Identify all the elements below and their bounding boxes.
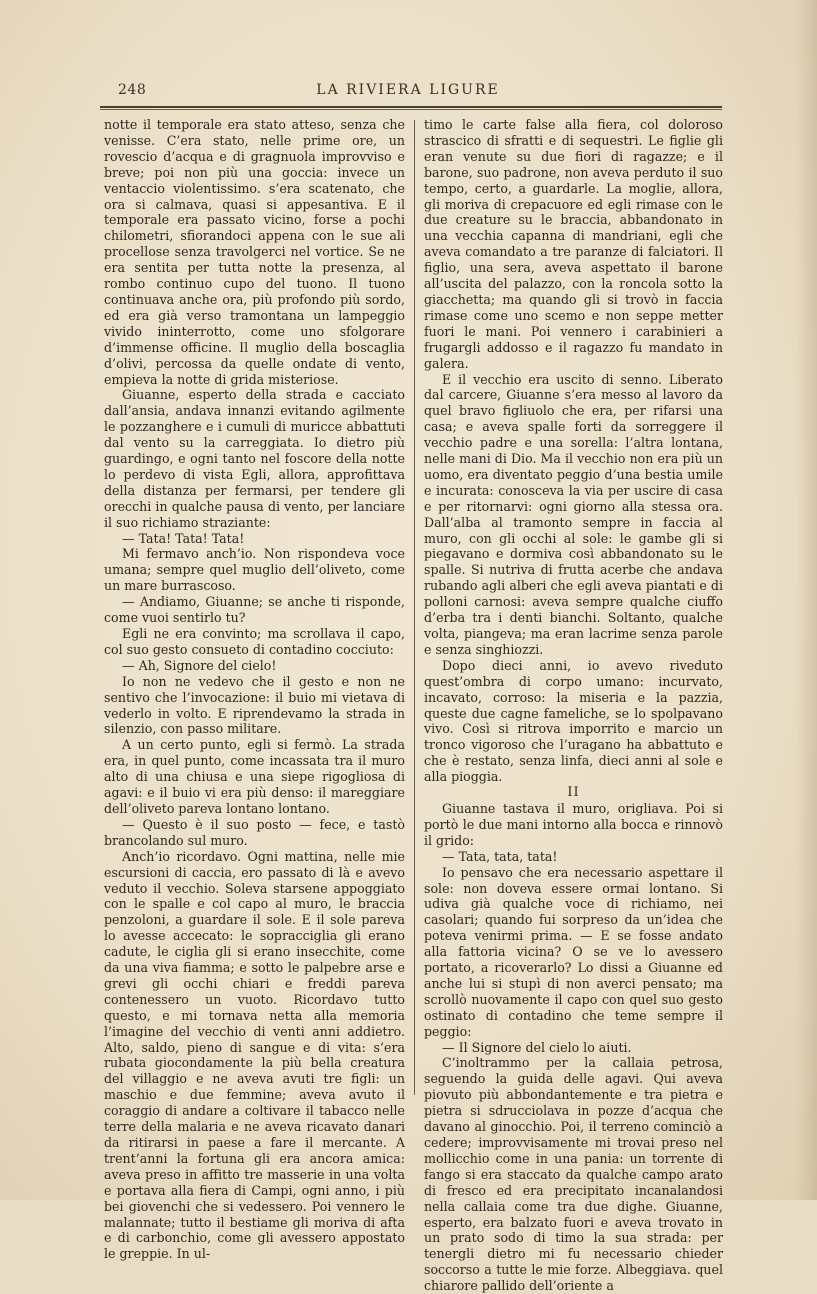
paragraph: — Andiamo, Giuanne; se anche ti risponde, come vuoi sentirlo tu?	[104, 594, 405, 626]
paragraph: — Tata, tata, tata!	[442, 848, 558, 864]
header-rule	[100, 106, 722, 108]
paragraph: timo le carte false alla fiera, col doloroso strascico di sfratti e di sequestri. Le figlie gli eran venute su due fiori di ragazze; e il barone, suo padrone, non aveva perduto il suo tempo, certo, a guardarle. La moglie, allora, gli moriva di crepacuore ed egli rimase con le due creature su le braccia, abbandonato in una vecchia capanna di mandriani, egli che aveva comandato a tre paranze di falciatori. Il figlio, una sera, aveva aspettato il barone all’uscita del palazzo, con la roncola sotto la giacchetta; ma quando gli si trovò in faccia rimase come uno scemo e non seppe metter fuori le mani. Poi vennero i carabinieri a frugargli addosso e il ragazzo fu mandato in galera.	[424, 117, 723, 371]
paragraph: Giuanne tastava il muro, origliava. Poi si portò le due mani intorno alla bocca e rinnovò il grido:	[424, 800, 723, 848]
page-number: 248	[118, 82, 147, 98]
paragraph: Io pensavo che era necessario aspettare il sole: non doveva essere ormai lontano. Si udiva già qualche voce di richiamo, nei casolari; quando fui sorpreso da un’idea che poteva venirmi prima. — E se fosse andato alla fattoria vicina? O se ve lo avessero portato, a ricoverarlo? Lo dissi a Giuanne ed anche lui si stupì di non averci pensato; ma scrollò nuovamente il capo con quel suo gesto ostinato di contadino che teme sempre il peggio:	[424, 864, 723, 1039]
paragraph: Io non ne vedevo che il gesto e non ne sentivo che l’invocazione: il buio mi vietava di vederlo in volto. E riprendevamo la strada in silenzio, con passo militare.	[104, 673, 405, 737]
paragraph: C’inoltrammo per la callaia petrosa, seguendo la guida delle agavi. Qui aveva piovuto più abbondantemente e tra pietra e pietra si sdrucciolava in pozze d’acqua che davano al ginocchio. Poi, il terreno cominciò a cedere; improvvisamente mi trovai preso nel mollicchio come in una pania: un torrente di fango si era staccato da qualche campo arato di fresco ed era precipitato incanalandosi nella callaia come tra due dighe. Giuanne, esperto, era balzato fuori e aveva trovato in un prato sodo di timo la sua strada: per tenergli dietro mi fu necessario chieder soccorso a tutte le mie forze. Albeggiava. quel chiarore pallido dell’oriente a	[424, 1055, 723, 1294]
paragraph: — Ah, Signore del cielo!	[122, 657, 277, 673]
left-column	[104, 117, 405, 1262]
paragraph: — Il Signore del cielo lo aiuti.	[442, 1039, 632, 1055]
running-title: LA RIVIERA LIGURE	[316, 82, 500, 98]
paragraph: Anch’io ricordavo. Ogni mattina, nelle mie escursioni di caccia, ero passato di là e avevo veduto il vecchio. Soleva starsene appoggiato con le spalle e col capo al muro, le braccia penzoloni, a guardare il sole. E il sole pareva lo avesse accecato: le sopracciglia gli erano cadute, le ciglia gli si erano insecchite, come da una viva fiamma; e sotto le palpebre arse e grevi gli occhi chiari e freddi pareva contenessero un vuoto. Ricordavo tutto questo, e mi tornava netta alla memoria l’imagine del vecchio di venti anni addietro. Alto, saldo, pieno di sangue e di vita: s’era rubata giocondamente la più bella creatura del villaggio e ne aveva avuti tre figli: un maschio e due femmine; aveva avuto il coraggio di andare a coltivare il tabacco nelle terre della malaria e ne aveva ricavato danari da ritirarsi in paese a fare il mercante. A trent’anni la fortuna gli era ancora amica: aveva preso in affitto tre masserie in una volta e portava alla fiera di Campi, ogni anno, i più bei giovenchi che si vedessero. Poi vennero le malannate; tutto il bestiame gli moriva di afta e di carbonchio, come gli avessero appostato le greppie. In ul-	[104, 848, 405, 1262]
paragraph: notte il temporale era stato atteso, senza che venisse. C’era stato, nelle prime ore, un rovescio d’acqua e di gragnuola improvviso e breve; poi non più una goccia: invece un ventaccio violentissimo. s’era scatenato, che ora si calmava, quasi si appesantiva. E il temporale era passato vicino, forse a pochi chilometri, sfiorandoci appena con le sue ali procellose senza travolgerci nel vortice. Se ne era sentita per tutta notte la presenza, al rombo continuo cupo del tuono. Il tuono continuava anche ora, più profondo più sordo, ed era già verso tramontana un lampeggio vivido ininterrotto, come uno sfolgorare d’immense officine. Il muglio della boscaglia d’olivi, percossa da quelle ondate di vento, empieva la notte di grida misteriose.	[104, 117, 405, 387]
header-rule-thin	[100, 109, 722, 110]
paragraph: Mi fermavo anch’io. Non rispondeva voce umana; sempre quel muglio dell’oliveto, come un mare burrascoso.	[104, 546, 405, 594]
paragraph: — Tata! Tata! Tata!	[122, 530, 245, 546]
paragraph: A un certo punto, egli si fermò. La strada era, in quel punto, come incassata tra il muro alto di una chiusa e una siepe rigogliosa di agavi: e il buio vi era più denso: il mareggiare dell’oliveto pareva lontano lontano.	[104, 737, 405, 816]
right-column	[424, 117, 723, 1294]
section-heading: II	[567, 785, 580, 801]
paragraph: Egli ne era convinto; ma scrollava il capo, col suo gesto consueto di contadino cocciuto:	[104, 626, 405, 657]
column-divider	[414, 120, 415, 1095]
paragraph: — Questo è il suo posto — fece, e tastò brancolando sul muro.	[104, 816, 405, 848]
paragraph: Dopo dieci anni, io avevo riveduto quest’ombra di corpo umano: incurvato, incavato, corroso: la miseria e la pazzia, queste due cagne fameliche, se lo spolpavano vivo. Così si ritrova imporrito e marcio un tronco vigoroso che l’uragano ha abbattuto e che è restato, senza linfa, dieci anni al sole e alla pioggia.	[424, 657, 723, 785]
page-header	[118, 80, 698, 104]
page-edge-shadow	[795, 0, 817, 1200]
paragraph: Giuanne, esperto della strada e cacciato dall’ansia, andava innanzi evitando agilmente le pozzanghere e i cumuli di muricce abbattuti dal vento su la carreggiata. Io dietro più guardingo, e ogni tanto nel foscore della notte lo perdevo di vista Egli, allora, approfittava della distanza per fermarsi, per tendere gli orecchi in qualche pausa di vento, per lanciare il suo richiamo straziante:	[104, 387, 405, 530]
paragraph: E il vecchio era uscito di senno. Liberato dal carcere, Giuanne s’era messo al lavoro da quel bravo figliuolo che era, per rifarsi una casa; e aveva spalle forti da sorreggere il vecchio padre e una sorella: l’altra lontana, nelle mani di Dio. Ma il vecchio non era più un uomo, era diventato peggio d’una bestia umile e incurata: conosceva la via per uscire di casa e per ritornarvi: ogni giorno alla stessa ora. Dall’alba al tramonto sempre in faccia al muro, con gli occhi al sole: le gambe gli si piegavano e dormiva così abbandonato su le spalle. Si nutriva di frutta acerbe che andava rubando agli alberi che egli aveva piantati e di polloni carnosi: aveva sempre qualche ciuffo d’erba tra i denti bianchi. Soltanto, qualche volta, piangeva; ma eran lacrime senza parole e senza singhiozzi.	[424, 371, 723, 657]
